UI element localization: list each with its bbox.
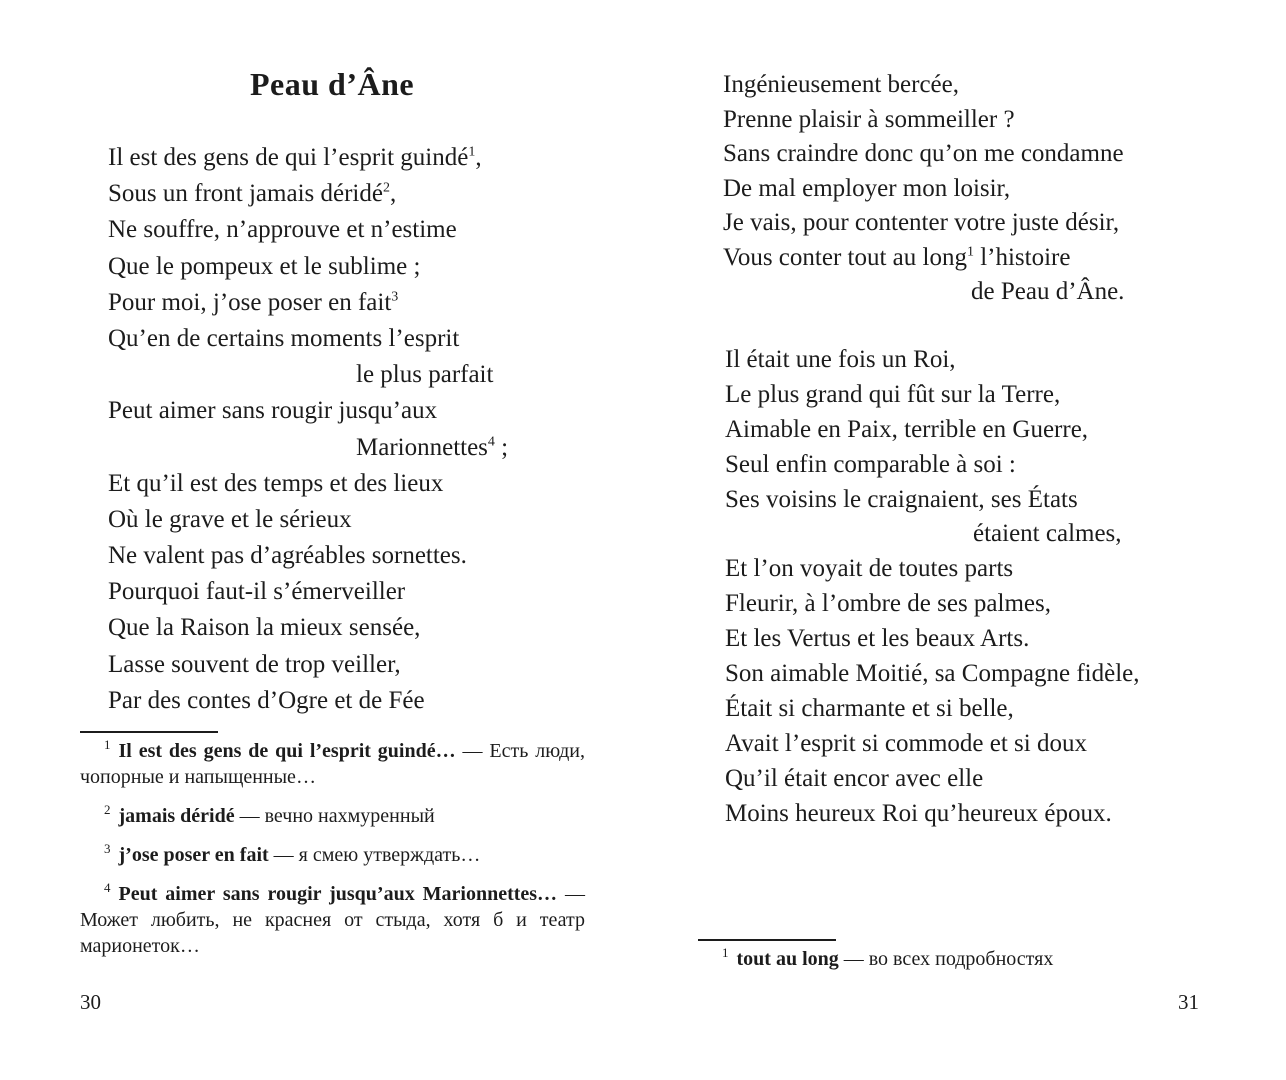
- poem-line: Qu’en de certains moments l’esprit: [108, 324, 460, 352]
- footnote: $^1$ Il est des gens de qui l’esprit guindé… — Есть люди, чопорные и напыщенные…: [80, 737, 585, 788]
- footnote-ref: 3: [391, 289, 399, 305]
- poem-line-continuation: Marionnettes$^4$ ;: [356, 433, 509, 461]
- right-page: [643, 0, 1286, 1080]
- footnote: $^1$ tout au long — во всех подробностях: [722, 945, 1054, 970]
- poem-line: Par des contes d’Ogre et de Fée: [108, 686, 425, 714]
- poem-line: Avait l’esprit si commode et si doux: [725, 729, 1087, 757]
- left-footnotes: [80, 738, 585, 972]
- poem-line: Le plus grand qui fût sur la Terre,: [725, 380, 1061, 408]
- poem-line: Et qu’il est des temps et des lieux: [108, 469, 444, 497]
- poem-line: Seul enfin comparable à soi :: [725, 450, 1016, 478]
- page-number: 30: [80, 990, 101, 1014]
- right-footnotes: [698, 946, 1218, 985]
- poem-line: Vous conter tout au long$^1$ l’histoire: [723, 243, 1071, 271]
- poem-line: Qu’il était encor avec elle: [725, 764, 984, 792]
- page-number: 31: [1178, 990, 1199, 1014]
- poem-line: Pourquoi faut-il s’émerveiller: [108, 578, 406, 606]
- poem-line: Il est des gens de qui l’esprit guindé$^1$,: [108, 144, 482, 171]
- poem-line: Où le grave et le sérieux: [108, 505, 352, 533]
- footnote-ref: 4: [487, 434, 495, 450]
- poem-line: Lasse souvent de trop veiller,: [108, 650, 401, 678]
- poem-line: Et les Vertus et les beaux Arts.: [725, 625, 1030, 653]
- footnote-ref: 2: [382, 180, 390, 196]
- poem-line: De mal employer mon loisir,: [723, 174, 1011, 202]
- footnote-divider: [80, 731, 218, 733]
- poem-line: Il était une fois un Roi,: [725, 346, 956, 373]
- poem-line: Son aimable Moitié, sa Compagne fidèle,: [725, 660, 1140, 688]
- poem-line-continuation: de Peau d’Âne.: [971, 278, 1125, 305]
- poem-line: Ses voisins le craignaient, ses États: [725, 485, 1078, 513]
- poem-line: Fleurir, à l’ombre de ses palmes,: [725, 590, 1051, 618]
- poem-line: Ne valent pas d’agréables sornettes.: [108, 542, 467, 570]
- poem-line: Était si charmante et si belle,: [725, 694, 1014, 722]
- poem-line: Ne souffre, n’approuve et n’estime: [108, 216, 457, 244]
- poem-line: Aimable en Paix, terrible en Guerre,: [725, 415, 1089, 443]
- poem-line: Que le pompeux et le sublime ;: [108, 252, 421, 280]
- footnote: $^2$ jamais déridé — вечно нахмуренный: [104, 802, 435, 827]
- poem-line-continuation: étaient calmes,: [973, 520, 1122, 548]
- poem-line: Moins heureux Roi qu’heureux époux.: [725, 799, 1112, 827]
- poem-line: Que la Raison la mieux sensée,: [108, 614, 421, 642]
- poem-line: Sans craindre donc qu’on me condamne: [723, 140, 1124, 167]
- footnote-ref: 1: [966, 244, 974, 260]
- footnote-divider: [698, 939, 836, 941]
- footnote-ref: 1: [468, 144, 476, 160]
- poem-line-continuation: le plus parfait: [356, 361, 494, 389]
- footnote: $^4$ Peut aimer sans rougir jusqu’aux Marionnettes… — Может любить, не краснея от стыда, хотя б и театр марионеток…: [80, 880, 585, 957]
- footnote: $^3$ j’ose poser en fait — я смею утверждать…: [104, 841, 481, 866]
- poem-line: Et l’on voyait de toutes parts: [725, 555, 1014, 583]
- poem-line: Peut aimer sans rougir jusqu’aux: [108, 397, 438, 425]
- poem-line: Ingénieusement bercée,: [723, 71, 959, 98]
- right-poem-stanza-1: [723, 68, 1124, 310]
- poem-line: Je vais, pour contenter votre juste désir,: [723, 209, 1120, 236]
- poem-line: Prenne plaisir à sommeiller ?: [723, 105, 1015, 133]
- poem-line: Pour moi, j’ose poser en fait$^3$: [108, 288, 399, 316]
- left-poem: [108, 140, 508, 719]
- right-poem-stanza-2: [725, 343, 1140, 831]
- poem-title: Peau d’Âne: [250, 66, 415, 102]
- poem-line: Sous un front jamais déridé$^2$,: [108, 180, 397, 208]
